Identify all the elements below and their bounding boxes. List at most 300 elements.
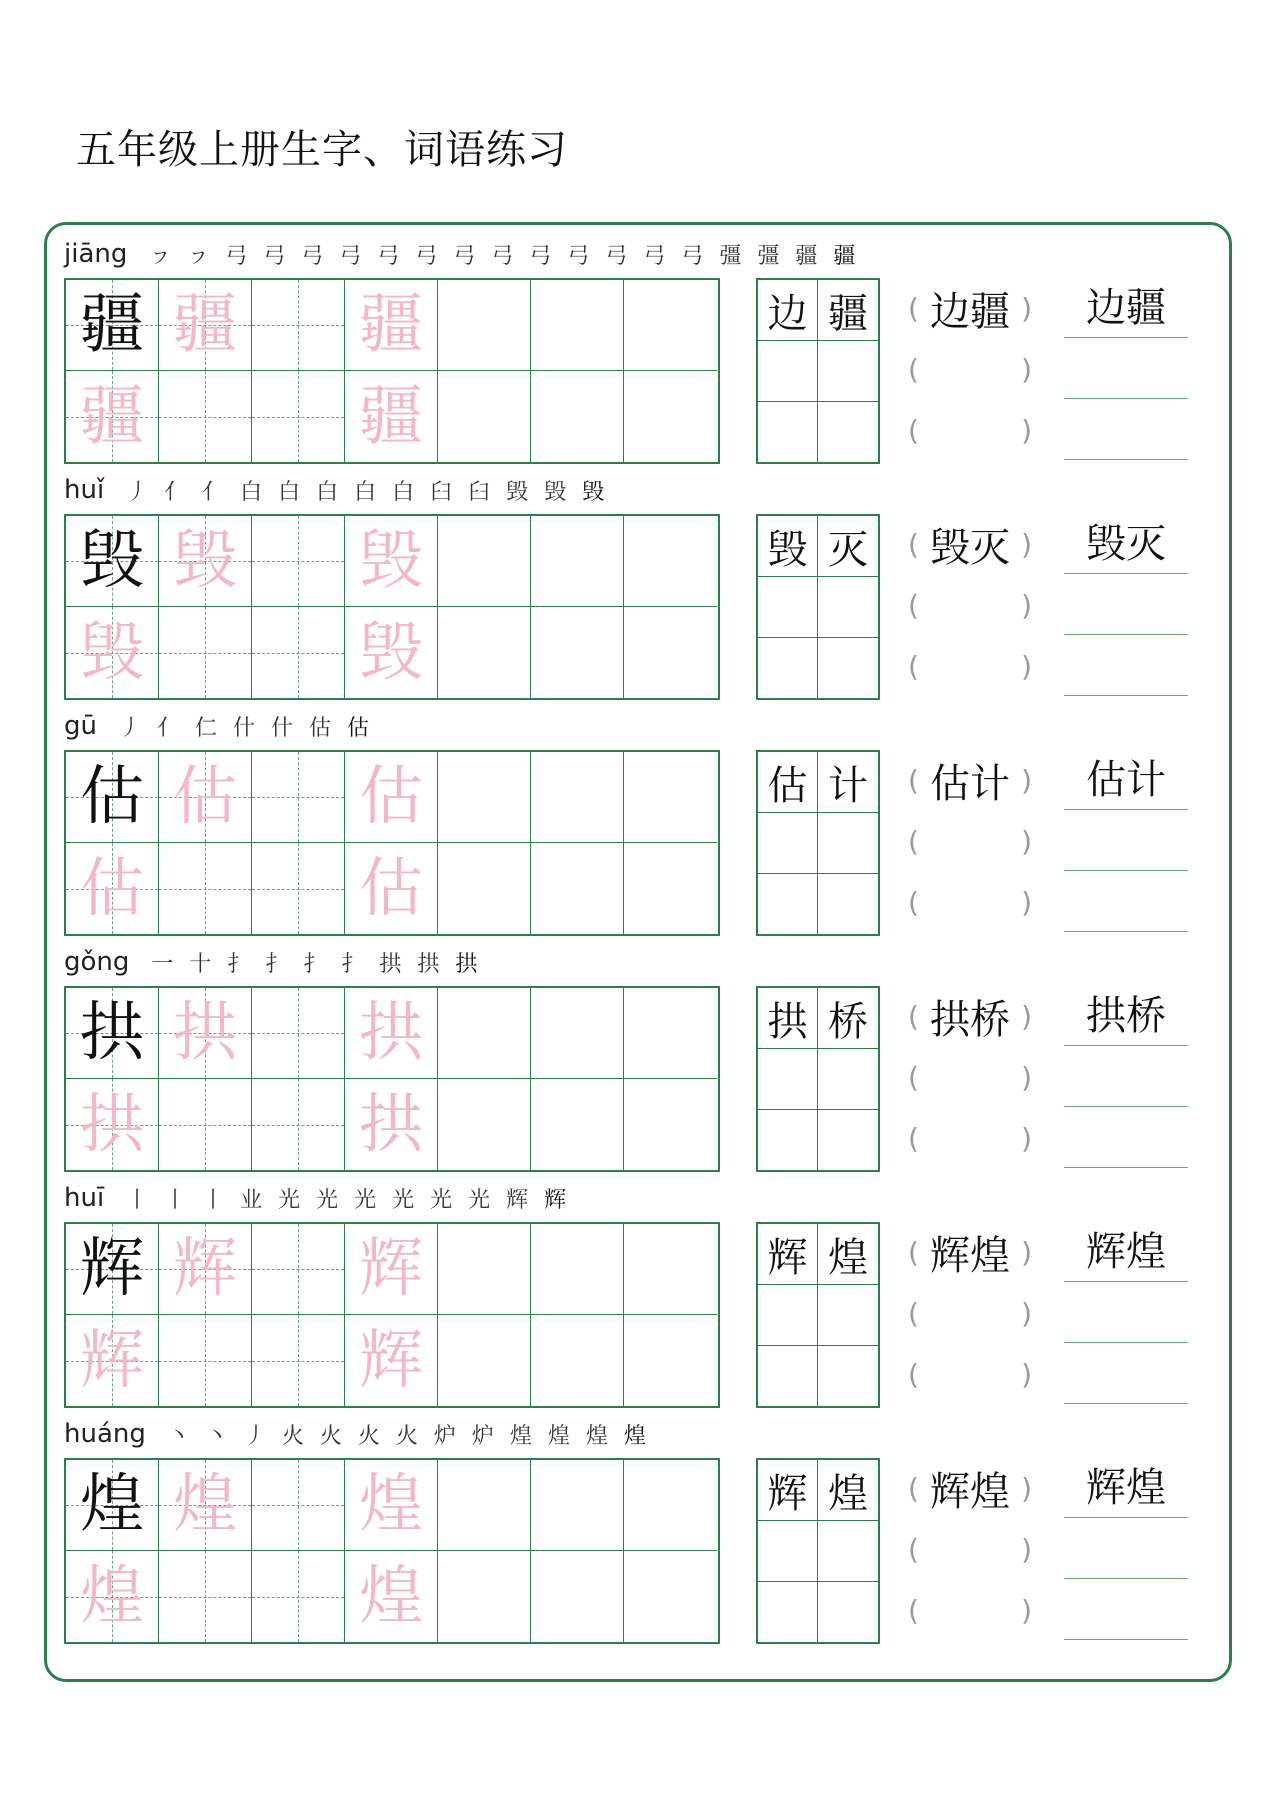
stroke-step: 扌 [303, 951, 326, 977]
copy-line[interactable] [1064, 636, 1188, 696]
word-character-cell[interactable] [818, 1460, 878, 1521]
word-character-cell[interactable] [758, 988, 818, 1049]
copy-line[interactable] [1064, 1283, 1188, 1343]
empty-writing-cell[interactable] [252, 988, 345, 1079]
empty-writing-cell[interactable] [438, 1551, 531, 1642]
copy-line[interactable] [1064, 400, 1188, 460]
parenthesis-blank[interactable] [908, 400, 1032, 460]
empty-writing-cell[interactable] [531, 1224, 624, 1315]
word-character-cell[interactable] [818, 988, 878, 1049]
pinyin-label: jiāng [64, 239, 128, 269]
stroke-step: 弓 [529, 243, 552, 269]
empty-word-cell[interactable] [758, 1285, 818, 1346]
trace-character-cell[interactable] [66, 1315, 159, 1406]
trace-character-cell[interactable] [66, 843, 159, 934]
right-paren: ) [1021, 824, 1032, 858]
parenthesis-blank[interactable] [908, 1108, 1032, 1168]
stroke-order-row [64, 944, 485, 980]
copy-line[interactable] [1064, 1458, 1188, 1518]
parenthesis-column [908, 514, 1032, 700]
empty-writing-cell[interactable] [252, 1551, 345, 1642]
practice-section [0, 936, 1280, 1172]
empty-word-cell[interactable] [758, 1049, 818, 1110]
stroke-step: 光 [468, 1187, 491, 1213]
copy-line[interactable] [1064, 1222, 1188, 1282]
empty-writing-cell[interactable] [159, 607, 252, 698]
word-character-cell[interactable] [818, 752, 878, 813]
model-character: 拱 [80, 996, 144, 1070]
stroke-order-row [64, 708, 377, 744]
word-character-cell[interactable] [758, 752, 818, 813]
copy-line[interactable] [1064, 750, 1188, 810]
parenthesis-blank[interactable] [908, 575, 1032, 635]
stroke-step: 业 [240, 1187, 263, 1213]
stroke-order-row [64, 1180, 574, 1216]
word-character: 边 [767, 290, 808, 337]
model-character: 辉 [80, 1232, 144, 1306]
stroke-step: 光 [430, 1187, 453, 1213]
empty-writing-cell[interactable] [438, 752, 531, 843]
word-practice-box [756, 514, 880, 700]
model-character-cell[interactable] [66, 516, 159, 607]
empty-word-cell[interactable] [818, 1346, 878, 1407]
trace-character-cell[interactable] [159, 988, 252, 1079]
stroke-step: 什 [270, 715, 293, 741]
empty-writing-cell[interactable] [438, 1315, 531, 1406]
model-character: 估 [80, 760, 144, 834]
stroke-step: 白 [392, 479, 415, 505]
empty-word-cell[interactable] [758, 402, 818, 463]
parenthesis-blank[interactable] [908, 278, 1032, 338]
word-character-cell[interactable] [758, 1224, 818, 1285]
model-character: 疆 [80, 288, 144, 362]
practice-section [0, 1172, 1280, 1408]
paren-word: 辉煌 [930, 1468, 1010, 1515]
parenthesis-blank[interactable] [908, 1283, 1032, 1343]
trace-character-cell[interactable] [345, 1315, 438, 1406]
right-paren: ) [1021, 1121, 1032, 1155]
stroke-step: 疆 [833, 243, 856, 269]
stroke-step: 白 [240, 479, 263, 505]
word-character: 疆 [828, 290, 868, 337]
copy-line[interactable] [1064, 1108, 1188, 1168]
empty-word-cell[interactable] [758, 1521, 818, 1582]
left-paren: ( [908, 1296, 919, 1330]
stroke-step: ㇷ [149, 243, 172, 269]
empty-writing-cell[interactable] [438, 607, 531, 698]
copy-word: 拱桥 [1086, 993, 1166, 1039]
word-character-cell[interactable] [758, 280, 818, 341]
empty-writing-cell[interactable] [624, 607, 717, 698]
trace-character-cell[interactable] [159, 1224, 252, 1315]
left-paren: ( [908, 763, 919, 797]
paren-word: 毁灭 [930, 524, 1010, 571]
model-character-cell[interactable] [66, 1460, 159, 1551]
right-paren: ) [1021, 352, 1032, 386]
trace-character-cell[interactable] [159, 280, 252, 371]
copy-line[interactable] [1064, 575, 1188, 635]
copy-line[interactable] [1064, 514, 1188, 574]
trace-character: 毁 [359, 615, 423, 690]
empty-writing-cell[interactable] [438, 1079, 531, 1170]
trace-character: 辉 [80, 1323, 144, 1398]
empty-word-cell[interactable] [758, 1110, 818, 1171]
stroke-step: 亻 [156, 715, 179, 741]
trace-character: 估 [359, 760, 423, 834]
empty-writing-cell[interactable] [438, 1460, 531, 1551]
stroke-step: 火 [281, 1423, 304, 1449]
empty-writing-cell[interactable] [531, 988, 624, 1079]
empty-word-cell[interactable] [818, 1582, 878, 1643]
empty-writing-cell[interactable] [159, 371, 252, 462]
empty-word-cell[interactable] [818, 402, 878, 463]
empty-word-cell[interactable] [818, 1285, 878, 1346]
empty-writing-cell[interactable] [252, 1315, 345, 1406]
parenthesis-blank[interactable] [908, 750, 1032, 810]
stroke-step: 臼 [468, 479, 491, 505]
empty-writing-cell[interactable] [252, 843, 345, 934]
trace-character-cell[interactable] [345, 1079, 438, 1170]
parenthesis-blank[interactable] [908, 339, 1032, 399]
empty-writing-cell[interactable] [252, 280, 345, 371]
stroke-step: 弓 [605, 243, 628, 269]
parenthesis-blank[interactable] [908, 986, 1032, 1046]
empty-writing-cell[interactable] [624, 1079, 717, 1170]
empty-writing-cell[interactable] [624, 988, 717, 1079]
empty-writing-cell[interactable] [624, 752, 717, 843]
stroke-step: 毁 [582, 479, 605, 505]
empty-writing-cell[interactable] [252, 752, 345, 843]
empty-writing-cell[interactable] [624, 371, 717, 462]
stroke-step: 辉 [506, 1187, 529, 1213]
word-character-cell[interactable] [758, 1460, 818, 1521]
empty-writing-cell[interactable] [531, 1551, 624, 1642]
word-character: 辉 [767, 1470, 808, 1517]
left-paren: ( [908, 824, 919, 858]
pinyin-label: huī [64, 1183, 105, 1213]
word-character-cell[interactable] [818, 516, 878, 577]
parenthesis-column [908, 750, 1032, 936]
left-paren: ( [908, 1060, 919, 1094]
trace-character-cell[interactable] [345, 1551, 438, 1642]
page-title: 五年级上册生字、词语练习 [76, 127, 568, 173]
left-paren: ( [908, 291, 919, 325]
stroke-step: 弓 [415, 243, 438, 269]
stroke-step: 光 [354, 1187, 377, 1213]
writing-grid [64, 986, 720, 1172]
copy-line[interactable] [1064, 1344, 1188, 1404]
trace-character-cell[interactable] [345, 752, 438, 843]
trace-character: 疆 [80, 379, 144, 454]
empty-writing-cell[interactable] [252, 371, 345, 462]
stroke-step: 炉 [471, 1423, 494, 1449]
model-character-cell[interactable] [66, 1224, 159, 1315]
empty-writing-cell[interactable] [531, 843, 624, 934]
trace-character: 估 [80, 851, 144, 926]
empty-writing-cell[interactable] [531, 516, 624, 607]
trace-character-cell[interactable] [345, 843, 438, 934]
empty-writing-cell[interactable] [438, 371, 531, 462]
stroke-step: 仁 [194, 715, 217, 741]
left-paren: ( [908, 1593, 919, 1627]
parenthesis-blank[interactable] [908, 811, 1032, 871]
stroke-step: 光 [278, 1187, 301, 1213]
trace-character-cell[interactable] [66, 1079, 159, 1170]
copy-line[interactable] [1064, 1047, 1188, 1107]
parenthesis-blank[interactable] [908, 1458, 1032, 1518]
model-character-cell[interactable] [66, 280, 159, 371]
empty-writing-cell[interactable] [531, 1460, 624, 1551]
stroke-step: 丿 [118, 715, 141, 741]
parenthesis-blank[interactable] [908, 1344, 1032, 1404]
trace-character-cell[interactable] [345, 516, 438, 607]
trace-character: 疆 [359, 288, 423, 362]
word-character-cell[interactable] [818, 280, 878, 341]
empty-writing-cell[interactable] [159, 843, 252, 934]
parenthesis-blank[interactable] [908, 514, 1032, 574]
stroke-step: 毁 [544, 479, 567, 505]
trace-character: 拱 [359, 1087, 423, 1162]
stroke-step: 丨 [164, 1187, 187, 1213]
word-character: 桥 [828, 998, 868, 1045]
empty-writing-cell[interactable] [531, 280, 624, 371]
empty-word-cell[interactable] [818, 1521, 878, 1582]
copy-lines-column [1064, 1222, 1188, 1408]
stroke-step: 什 [232, 715, 255, 741]
practice-section [0, 700, 1280, 936]
stroke-step: 弓 [681, 243, 704, 269]
copy-line[interactable] [1064, 1580, 1188, 1640]
practice-section [0, 1408, 1280, 1644]
empty-writing-cell[interactable] [624, 1460, 717, 1551]
stroke-order-row [64, 1416, 654, 1452]
empty-writing-cell[interactable] [438, 988, 531, 1079]
empty-writing-cell[interactable] [252, 516, 345, 607]
right-paren: ) [1021, 1296, 1032, 1330]
empty-writing-cell[interactable] [252, 607, 345, 698]
empty-writing-cell[interactable] [252, 1079, 345, 1170]
right-paren: ) [1021, 1060, 1032, 1094]
word-character-cell[interactable] [818, 1224, 878, 1285]
empty-writing-cell[interactable] [159, 1079, 252, 1170]
empty-writing-cell[interactable] [624, 1224, 717, 1315]
copy-lines-column [1064, 514, 1188, 700]
model-character-cell[interactable] [66, 752, 159, 843]
left-paren: ( [908, 1235, 919, 1269]
empty-writing-cell[interactable] [252, 1460, 345, 1551]
empty-word-cell[interactable] [758, 874, 818, 935]
writing-grid [64, 514, 720, 700]
empty-writing-cell[interactable] [531, 607, 624, 698]
stroke-step: 辉 [544, 1187, 567, 1213]
stroke-step: 丿 [243, 1423, 266, 1449]
writing-grid [64, 1222, 720, 1408]
empty-writing-cell[interactable] [438, 280, 531, 371]
copy-line[interactable] [1064, 986, 1188, 1046]
empty-word-cell[interactable] [818, 577, 878, 638]
trace-character: 辉 [359, 1232, 423, 1306]
trace-character: 辉 [359, 1323, 423, 1398]
trace-character: 拱 [80, 1087, 144, 1162]
stroke-step: 十 [189, 951, 212, 977]
parenthesis-blank[interactable] [908, 1519, 1032, 1579]
stroke-step: 炉 [433, 1423, 456, 1449]
empty-writing-cell[interactable] [624, 280, 717, 371]
parenthesis-blank[interactable] [908, 1222, 1032, 1282]
stroke-step: 拱 [417, 951, 440, 977]
empty-word-cell[interactable] [818, 341, 878, 402]
word-practice-box [756, 278, 880, 464]
empty-word-cell[interactable] [758, 813, 818, 874]
parenthesis-blank[interactable] [908, 872, 1032, 932]
stroke-step: 拱 [455, 951, 478, 977]
copy-lines-column [1064, 986, 1188, 1172]
trace-character: 煌 [80, 1559, 144, 1634]
trace-character: 辉 [173, 1232, 237, 1306]
word-character-cell[interactable] [758, 516, 818, 577]
left-paren: ( [908, 1357, 919, 1391]
stroke-step: 白 [354, 479, 377, 505]
trace-character: 疆 [359, 379, 423, 454]
right-paren: ) [1021, 1593, 1032, 1627]
stroke-step: 光 [392, 1187, 415, 1213]
right-paren: ) [1021, 763, 1032, 797]
stroke-step: 彊 [757, 243, 780, 269]
empty-writing-cell[interactable] [159, 1551, 252, 1642]
empty-writing-cell[interactable] [624, 1551, 717, 1642]
copy-lines-column [1064, 278, 1188, 464]
parenthesis-column [908, 986, 1032, 1172]
copy-lines-column [1064, 1458, 1188, 1644]
empty-writing-cell[interactable] [252, 1224, 345, 1315]
stroke-step: 扌 [227, 951, 250, 977]
copy-line[interactable] [1064, 811, 1188, 871]
empty-word-cell[interactable] [818, 1049, 878, 1110]
trace-character-cell[interactable] [345, 280, 438, 371]
writing-grid [64, 750, 720, 936]
word-character: 煌 [828, 1234, 868, 1281]
trace-character: 煌 [173, 1468, 237, 1542]
pinyin-label: gū [64, 711, 97, 741]
empty-word-cell[interactable] [758, 577, 818, 638]
stroke-step: 丿 [126, 479, 149, 505]
trace-character-cell[interactable] [345, 988, 438, 1079]
empty-writing-cell[interactable] [531, 371, 624, 462]
stroke-step: 扌 [265, 951, 288, 977]
empty-word-cell[interactable] [818, 813, 878, 874]
parenthesis-blank[interactable] [908, 1047, 1032, 1107]
right-paren: ) [1021, 1471, 1032, 1505]
word-practice-box [756, 1222, 880, 1408]
trace-character-cell[interactable] [159, 1460, 252, 1551]
trace-character: 毁 [359, 524, 423, 598]
trace-character-cell[interactable] [345, 371, 438, 462]
trace-character-cell[interactable] [66, 371, 159, 462]
left-paren: ( [908, 588, 919, 622]
copy-word: 估计 [1086, 757, 1166, 803]
copy-line[interactable] [1064, 872, 1188, 932]
trace-character-cell[interactable] [345, 607, 438, 698]
empty-writing-cell[interactable] [624, 516, 717, 607]
right-paren: ) [1021, 1357, 1032, 1391]
stroke-step: 估 [346, 715, 369, 741]
stroke-step: 毁 [506, 479, 529, 505]
parenthesis-blank[interactable] [908, 636, 1032, 696]
trace-character: 估 [173, 760, 237, 834]
right-paren: ) [1021, 291, 1032, 325]
practice-section [0, 228, 1280, 464]
right-paren: ) [1021, 885, 1032, 919]
trace-character-cell[interactable] [66, 1551, 159, 1642]
stroke-step: 弓 [263, 243, 286, 269]
empty-writing-cell[interactable] [159, 1315, 252, 1406]
left-paren: ( [908, 1471, 919, 1505]
copy-line[interactable] [1064, 278, 1188, 338]
trace-character-cell[interactable] [159, 752, 252, 843]
right-paren: ) [1021, 1235, 1032, 1269]
empty-word-cell[interactable] [818, 1110, 878, 1171]
empty-word-cell[interactable] [758, 1346, 818, 1407]
stroke-step: 扌 [341, 951, 364, 977]
trace-character: 疆 [173, 288, 237, 362]
stroke-step: 弓 [225, 243, 248, 269]
empty-writing-cell[interactable] [624, 1315, 717, 1406]
empty-writing-cell[interactable] [531, 752, 624, 843]
left-paren: ( [908, 649, 919, 683]
empty-writing-cell[interactable] [624, 843, 717, 934]
left-paren: ( [908, 352, 919, 386]
trace-character: 估 [359, 851, 423, 926]
word-practice-box [756, 750, 880, 936]
stroke-step: 彊 [719, 243, 742, 269]
pinyin-label: gǒng [64, 947, 130, 977]
empty-word-cell[interactable] [818, 638, 878, 699]
empty-writing-cell[interactable] [438, 843, 531, 934]
stroke-step: 估 [308, 715, 331, 741]
trace-character-cell[interactable] [66, 607, 159, 698]
copy-line[interactable] [1064, 1519, 1188, 1579]
trace-character-cell[interactable] [345, 1224, 438, 1315]
word-character: 灭 [828, 526, 868, 573]
empty-writing-cell[interactable] [531, 1079, 624, 1170]
trace-character-cell[interactable] [159, 516, 252, 607]
pinyin-label: huǐ [64, 475, 105, 505]
copy-line[interactable] [1064, 339, 1188, 399]
parenthesis-column [908, 278, 1032, 464]
trace-character-cell[interactable] [345, 1460, 438, 1551]
stroke-step: 丨 [202, 1187, 225, 1213]
stroke-step: 弓 [567, 243, 590, 269]
word-character: 拱 [767, 998, 808, 1045]
empty-writing-cell[interactable] [438, 516, 531, 607]
model-character-cell[interactable] [66, 988, 159, 1079]
stroke-step: 弓 [491, 243, 514, 269]
word-character: 煌 [828, 1470, 868, 1517]
parenthesis-blank[interactable] [908, 1580, 1032, 1640]
empty-writing-cell[interactable] [438, 1224, 531, 1315]
empty-word-cell[interactable] [818, 874, 878, 935]
right-paren: ) [1021, 999, 1032, 1033]
stroke-step: 煌 [547, 1423, 570, 1449]
trace-character: 煌 [359, 1468, 423, 1542]
left-paren: ( [908, 999, 919, 1033]
empty-word-cell[interactable] [758, 1582, 818, 1643]
empty-word-cell[interactable] [758, 638, 818, 699]
stroke-step: 拱 [379, 951, 402, 977]
word-practice-box [756, 1458, 880, 1644]
empty-writing-cell[interactable] [531, 1315, 624, 1406]
empty-word-cell[interactable] [758, 341, 818, 402]
